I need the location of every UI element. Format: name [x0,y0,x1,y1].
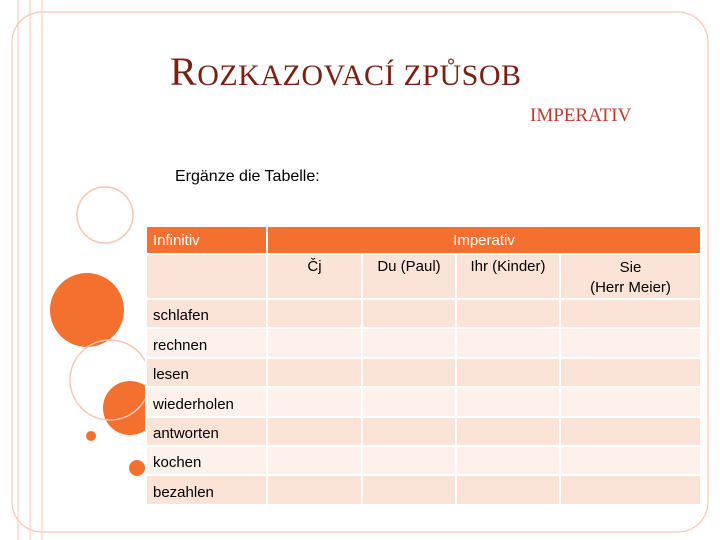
decoration-circle-tiny [86,431,96,441]
subheader-sie-line1: Sie [619,259,642,276]
table-row [146,328,701,357]
decoration-circle-large [50,273,124,347]
cell-answer-du[interactable] [362,387,456,416]
cell-answer-sie[interactable] [560,328,701,357]
slide-title [170,48,522,95]
table-header-row [146,226,701,254]
cell-answer-ihr[interactable] [456,328,560,357]
slide-subtitle: IMPERATIV [530,105,632,126]
subheader-sie-line2: (Herr Meier) [590,279,671,296]
cell-answer-ihr[interactable] [456,417,560,446]
instruction-text: Ergänze die Tabelle: [175,168,320,185]
table-row [146,358,701,387]
cell-answer-sie[interactable] [560,446,701,475]
cell-infinitiv: rechnen [146,328,267,357]
cell-answer-sie[interactable] [560,417,701,446]
cell-infinitiv: wiederholen [146,387,267,416]
cell-answer-cj[interactable] [267,417,362,446]
table-cell-empty[interactable] [146,254,267,299]
cell-answer-du[interactable] [362,328,456,357]
cell-answer-ihr[interactable] [456,387,560,416]
cell-answer-ihr[interactable] [456,475,560,504]
title-initial: R [170,49,198,94]
subheader-cj: Čj [267,254,362,299]
cell-answer-cj[interactable] [267,358,362,387]
table-row [146,387,701,416]
cell-answer-cj[interactable] [267,328,362,357]
cell-answer-du[interactable] [362,446,456,475]
cell-answer-ihr[interactable] [456,446,560,475]
cell-infinitiv: antworten [146,417,267,446]
cell-answer-sie[interactable] [560,299,701,328]
cell-answer-cj[interactable] [267,475,362,504]
cell-answer-ihr[interactable] [456,299,560,328]
table-row [146,417,701,446]
subheader-du: Du (Paul) [362,254,456,299]
cell-answer-du[interactable] [362,299,456,328]
cell-infinitiv: kochen [146,446,267,475]
cell-answer-cj[interactable] [267,387,362,416]
cell-answer-du[interactable] [362,475,456,504]
cell-answer-du[interactable] [362,358,456,387]
title-word-1: OZKAZOVACÍ [197,59,395,92]
cell-infinitiv: lesen [146,358,267,387]
title-word-2: ZPŮSOB [403,59,522,92]
decoration-ring [77,187,133,243]
subheader-ihr: Ihr (Kinder) [456,254,560,299]
cell-answer-sie[interactable] [560,387,701,416]
cell-answer-ihr[interactable] [456,358,560,387]
table-row [146,475,701,504]
cell-answer-sie[interactable] [560,358,701,387]
subheader-sie [560,254,701,299]
cell-infinitiv: schlafen [146,299,267,328]
cell-answer-cj[interactable] [267,446,362,475]
header-imperativ: Imperativ [267,226,701,254]
table-row [146,299,701,328]
header-infinitiv: Infinitiv [146,226,267,254]
table-subheader-row [146,254,701,299]
cell-infinitiv: bezahlen [146,475,267,504]
imperative-table [145,225,702,506]
cell-answer-sie[interactable] [560,475,701,504]
decoration-circle-small [129,460,145,476]
cell-answer-cj[interactable] [267,299,362,328]
cell-answer-du[interactable] [362,417,456,446]
table-row [146,446,701,475]
